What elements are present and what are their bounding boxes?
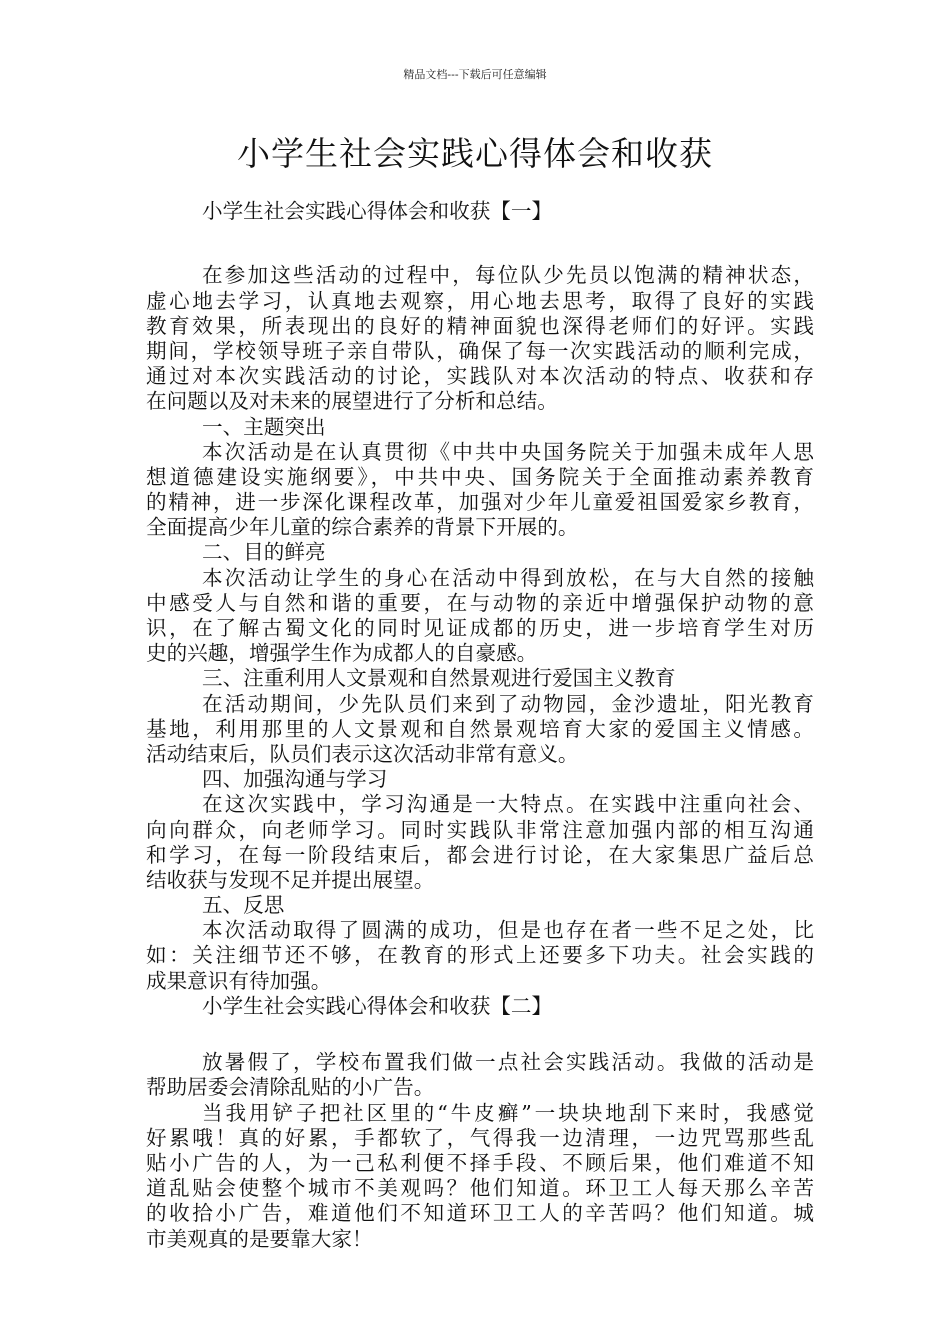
text-line: 在参加这些活动的过程中，每位队少先员以饱满的精神状态， [202,263,814,288]
text-line: 想道德建设实施纲要》，中共中央、国务院关于全面推动素养教育 [146,464,814,489]
text-line: 贴小广告的人，为一己私利便不择手段、不顾后果，他们难道不知 [146,1150,814,1175]
text-line: 中感受人与自然和谐的重要，在与动物的亲近中增强保护动物的意 [146,590,814,615]
text-line: 基地，利用那里的人文景观和自然景观培育大家的爱国主义情感。 [146,716,814,741]
subheading-3: 三、注重利用人文景观和自然景观进行爱国主义教育 [202,666,676,691]
document-title: 小学生社会实践心得体会和收获 [237,134,713,173]
text-line: 通过对本次实践活动的讨论，实践队对本次活动的特点、收获和存 [146,364,814,389]
part2-paragraph-2 [146,1101,814,1252]
text-line: 成果意识有待加强。 [146,968,332,993]
text-line: 在活动期间，少先队员们来到了动物园，金沙遗址，阳光教育 [202,691,814,716]
text-line: 全面提高少年儿童的综合素养的背景下开展的。 [146,515,579,540]
text-line: 的精神，进一步深化课程改革，加强对少年儿童爱祖国爱家乡教育， [146,490,814,515]
text-line: 的收拾小广告，难道他们不知道环卫工人的辛苦吗？他们知道。城 [146,1201,814,1226]
text-line: 市美观真的是要靠大家！ [146,1226,373,1251]
text-line: 好累哦！真的好累，手都软了，气得我一边清理，一边咒骂那些乱 [146,1125,814,1150]
text-line: 史的兴趣，增强学生作为成都人的自豪感。 [146,641,538,666]
subheading-5: 五、反思 [202,893,285,918]
subheading-4: 四、加强沟通与学习 [202,767,388,792]
section-heading-1: 小学生社会实践心得体会和收获【一】 [202,199,553,223]
text-line: 活动结束后，队员们表示这次活动非常有意义。 [146,741,579,766]
text-line: 结收获与发现不足并提出展望。 [146,867,435,892]
text-line: 本次活动让学生的身心在活动中得到放松，在与大自然的接触 [202,565,814,590]
paragraph-3 [146,692,814,768]
paragraph-4 [146,792,814,893]
text-line: 帮助居委会清除乱贴的小广告。 [146,1075,435,1100]
part2-paragraph-1 [146,1050,814,1100]
text-line: 和学习，在每一阶段结束后，都会进行讨论，在大家集思广益后总 [146,842,814,867]
text-line: 放暑假了，学校布置我们做一点社会实践活动。我做的活动是 [202,1050,814,1075]
text-line: 如：关注细节还不够，在教育的形式上还要多下功夫。社会实践的 [146,943,814,968]
text-line: 在问题以及对未来的展望进行了分析和总结。 [146,389,558,414]
section-heading-2: 小学生社会实践心得体会和收获【二】 [202,993,553,1018]
text-line: 本次活动是在认真贯彻《中共中央国务院关于加强未成年人思 [202,439,814,464]
text-line: 期间，学校领导班子亲自带队，确保了每一次实践活动的顺利完成， [146,338,814,363]
header-note: 精品文档---下载后可任意编辑 [403,68,547,81]
subheading-2: 二、目的鲜亮 [202,540,326,565]
document-body [146,199,814,1252]
intro-paragraph [146,263,814,414]
text-line: 本次活动取得了圆满的成功，但是也存在者一些不足之处，比 [202,918,814,943]
text-line: 虚心地去学习，认真地去观察，用心地去思考，取得了良好的实践 [146,288,814,313]
subheading-1: 一、主题突出 [202,414,326,439]
paragraph-5 [146,918,814,994]
text-line: 当我用铲子把社区里的“牛皮癣”一块块地刮下来时，我感觉 [202,1100,814,1125]
paragraph-1 [146,440,814,541]
text-line: 教育效果，所表现出的良好的精神面貌也深得老师们的好评。实践 [146,313,814,338]
paragraph-2 [146,566,814,667]
text-line: 道乱贴会使整个城市不美观吗？他们知道。环卫工人每天那么辛苦 [146,1176,814,1201]
text-line: 向向群众，向老师学习。同时实践队非常注意加强内部的相互沟通 [146,817,814,842]
text-line: 识，在了解古蜀文化的同时见证成都的历史，进一步培育学生对历 [146,616,814,640]
text-line: 在这次实践中，学习沟通是一大特点。在实践中注重向社会、 [202,792,814,817]
